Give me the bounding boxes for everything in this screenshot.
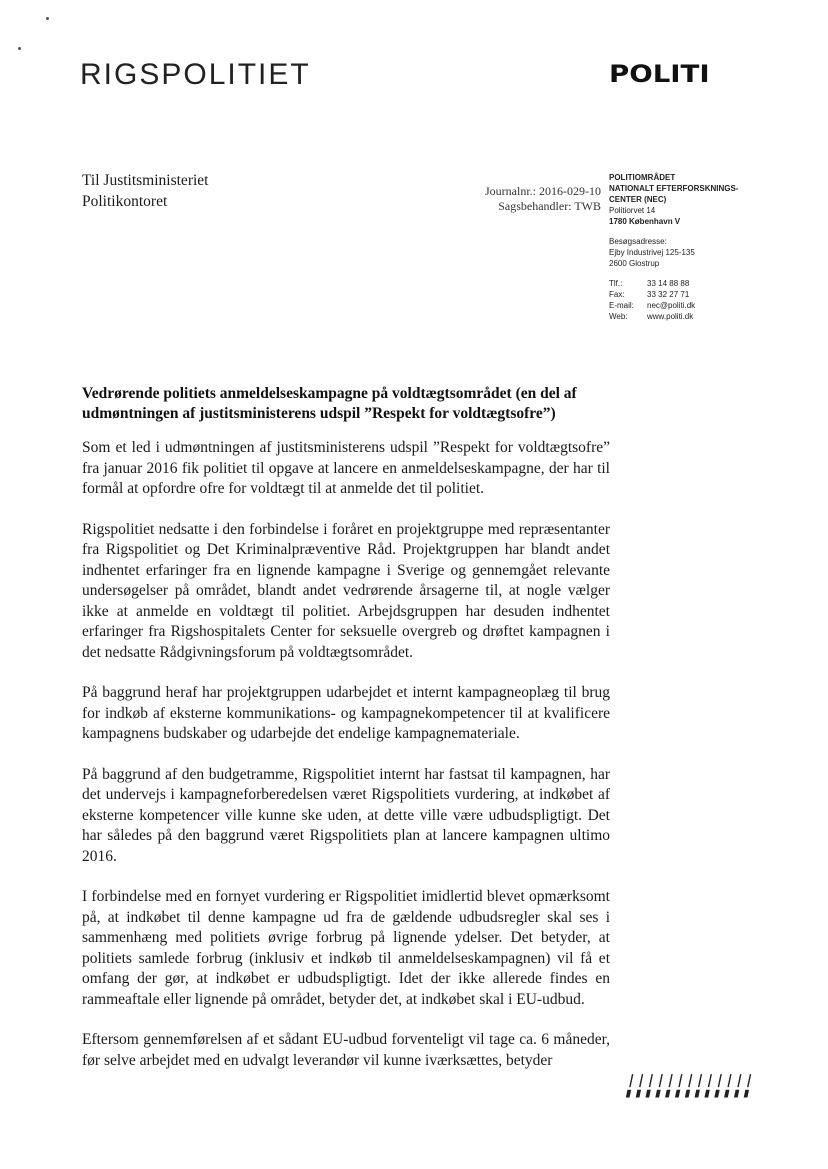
sender-address-line: Politiorvet 14 (609, 206, 656, 215)
letter-body (82, 438, 610, 1091)
body-paragraph: Eftersom gennemførelsen af et sådant EU-udbud forventeligt vil tage ca. 6 måneder, før selve arbejdet med en udvalgt leverandør vil kunne iværksættes, betyder (82, 1031, 610, 1069)
caseworker-label: Sagsbehandler: (498, 199, 572, 213)
letter-subject: Vedrørende politiets anmeldelseskampagne på voldtægtsområdet (en del af udmøntningen af justitsministerens udspil ”Respekt for voldtægtsofre”) (82, 385, 577, 422)
sender-org-line: CENTER (NEC) (609, 195, 667, 204)
journal-number-row (485, 184, 601, 199)
reference-block (485, 184, 601, 214)
sender-address-line: 1780 København V (609, 217, 681, 226)
contact-label: Fax: (609, 290, 625, 299)
contact-list (609, 278, 738, 322)
contact-value: nec@politi.dk (647, 301, 696, 310)
caseworker-row (485, 199, 601, 214)
journal-number-value: 2016-029-10 (539, 184, 601, 198)
contact-phone (609, 278, 738, 289)
contact-web (609, 311, 738, 322)
contact-label: Tlf.: (609, 279, 623, 288)
caseworker-value: TWB (574, 199, 601, 213)
page-barcode-marks (623, 1074, 756, 1100)
sender-block (609, 172, 738, 322)
recipient-line: Politikontoret (82, 193, 168, 210)
contact-value: 33 14 88 88 (647, 279, 690, 288)
sender-org-line: POLITIOMRÅDET (609, 173, 676, 182)
sender-organisation (609, 172, 738, 227)
visit-address (609, 236, 738, 269)
body-paragraph: I forbindelse med en fornyet vurdering er Rigspolitiet imidlertid blevet opmærksomt på, at indkøbet til denne kampagne ud fra de gældende udbudsregler skal ses i sammenhæng med politiets øvrige forbrug på lignende ydelser. Det betyder, at politiets samlede forbrug (inklusiv et indkøb til anmeldelseskampagnen) vil få et omfang der gør, at indkøbet er udbudspligtigt. Idet der ikke allerede findes en rammeaftale eller lignende på området, betyder det, at indkøbet skal i EU-udbud. (82, 888, 610, 1008)
recipient-line: Til Justitsministeriet (82, 172, 209, 189)
contact-value: www.politi.dk (647, 312, 694, 321)
visit-address-label: Besøgsadresse: (609, 237, 667, 246)
contact-email (609, 300, 738, 311)
visit-address-line: Ejby Industrivej 125-135 (609, 248, 695, 257)
contact-label: Web: (609, 312, 628, 321)
body-paragraph: Rigspolitiet nedsatte i den forbindelse i foråret en projektgruppe med repræsentanter fra Rigspolitiet og Det Kriminalpræventive Råd. Projektgruppen har blandt andet indhentet erfaringer fra en lignende kampagne i Sverige og gennemgået relevante undersøgelser på området, blandt andet vedrørende årsagerne til, at nogle vælger ikke at anmelde en voldtægt til politiet. Arbejdsgruppen har desuden indhentet erfaringer fra Rigshospitalets Center for seksuelle overgreb og drøftet kampagnen i det nedsatte Rådgivningsforum på voldtægtsområdet. (82, 520, 610, 661)
recipient-block (82, 170, 208, 212)
politi-logo: POLITI (609, 60, 710, 88)
journal-number-label: Journalnr.: (485, 184, 536, 198)
barcode-line: ||||||||||||| (625, 1073, 757, 1088)
body-paragraph: Som et led i udmøntningen af justitsministerens udspil ”Respekt for voldtægtsofre” fra januar 2016 fik politiet til opgave at lancere en anmeldelseskampagne, der har til formål at opfordre ofre for voldtægt til at anmelde det til politiet. (82, 439, 610, 497)
scan-speck (46, 17, 49, 20)
body-paragraph: På baggrund af den budgetramme, Rigspolitiet internt har fastsat til kampagnen, har det undervejs i kampagneforberedelsen været Rigspolitiets vurdering, at indkøbet af eksterne kompetencer ville kunne ske uden, at dette ville være udbudspligtigt. Det har således på den baggrund været Rigspolitiets plan at lancere kampagnen ultimo 2016. (82, 765, 610, 865)
contact-fax (609, 289, 738, 300)
agency-title: RIGSPOLITIET (80, 58, 311, 91)
sender-org-line: NATIONALT EFTERFORSKNINGS- (609, 184, 739, 193)
contact-value: 33 32 27 71 (647, 290, 690, 299)
barcode-line: ▮▮▮▮▮▮▮▮▮▮▮▮▮ (623, 1086, 754, 1101)
body-paragraph: På baggrund heraf har projektgruppen udarbejdet et internt kampagneoplæg til brug for indkøb af eksterne kommunikations- og kampagnekompetencer til at kvalificere kampagnens budskaber og udarbejde det endelige kampagnemateriale. (82, 684, 610, 742)
scan-speck (18, 47, 21, 50)
visit-address-line: 2600 Glostrup (609, 259, 660, 268)
contact-label: E-mail: (609, 301, 634, 310)
